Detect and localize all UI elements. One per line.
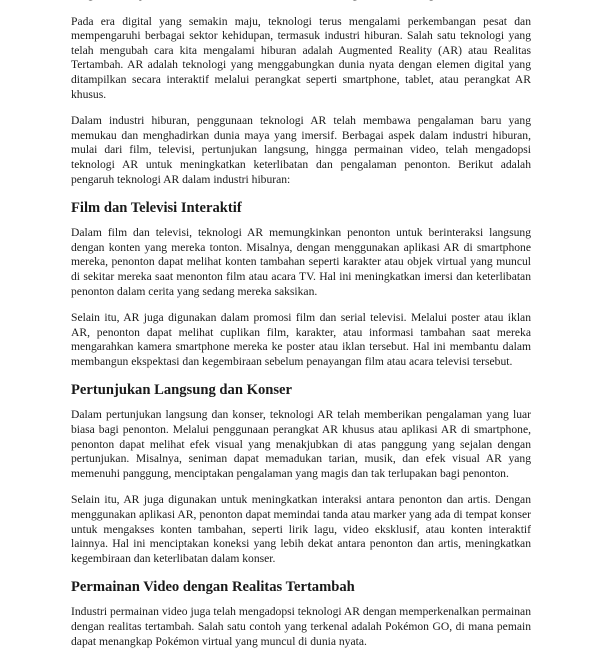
section-heading-1: Film dan Televisi Interaktif [71,200,242,217]
section-heading-3: Permainan Video dengan Realitas Tertambah [71,579,355,596]
paragraph-1: Pada era digital yang semakin maju, teknologi terus mengalami perkembangan pesat dan mempengaruhi berbagai sektor kehidupan, termasuk industri hiburan. Salah satu teknologi yang telah mengubah cara kita mengalami hiburan adalah Augmented Reality (AR) atau Realitas Tertambah. AR adalah teknologi yang menggabungkan dunia nyata dengan elemen digital yang ditampilkan secara interaktif melalui perangkat seperti smartphone, tablet, atau perangkat AR khusus. [71,14,531,101]
paragraph-6: Selain itu, AR juga digunakan untuk meningkatkan interaksi antara penonton dan artis. Dengan menggunakan aplikasi AR, penonton dapat memindai tanda atau marker yang ada di tempat konser untuk mengakses konten tambahan, seperti lirik lagu, video eksklusif, atau konten interaktif lainnya. Hal ini menciptakan koneksi yang lebih dekat antara penonton dan artis, meningkatkan kegembiraan dan keterlibatan dalam konser. [71,493,531,565]
top-partial-line [71,0,531,3]
paragraph-3: Dalam film dan televisi, teknologi AR memungkinkan penonton untuk berinteraksi langsung dengan konten yang mereka tonton. Misalnya, dengan menggunakan aplikasi AR di smartphone mereka, penonton dapat melihat konten tambahan seperti karakter atau objek virtual yang muncul di sekitar mereka saat menonton film atau acara TV. Hal ini meningkatkan imersi dan keterlibatan penonton dalam cerita yang sedang mereka saksikan. [71,226,531,298]
paragraph-7: Industri permainan video juga telah mengadopsi teknologi AR dengan memperkenalkan permainan dengan realitas tertambah. Salah satu contoh yang terkenal adalah Pokémon GO, di mana pemain dapat menangkap Pokémon virtual yang muncul di dunia nyata. [71,605,531,648]
section-heading-2: Pertunjukan Langsung dan Konser [71,382,292,399]
paragraph-4: Selain itu, AR juga digunakan dalam promosi film dan serial televisi. Melalui poster atau iklan AR, penonton dapat melihat cuplikan film, karakter, atau informasi tambahan saat mereka mengarahkan kamera smartphone mereka ke poster atau iklan tersebut. Hal ini membantu dalam membangun ekspektasi dan kegembiraan sebelum penayangan film atau acara televisi tersebut. [71,311,531,368]
document-body [71,0,531,661]
paragraph-5: Dalam pertunjukan langsung dan konser, teknologi AR telah memberikan pengalaman yang luar biasa bagi penonton. Melalui penggunaan perangkat AR khusus atau aplikasi AR di smartphone, penonton dapat melihat efek visual yang menakjubkan di atas panggung yang sejalan dengan pertunjukan. Misalnya, seniman dapat memadukan tarian, musik, dan efek visual AR yang memenuhi panggung, menciptakan pengalaman yang magis dan tak terlupakan bagi penonton. [71,408,531,480]
paragraph-2: Dalam industri hiburan, penggunaan teknologi AR telah membawa pengalaman baru yang memukau dan menghadirkan dunia maya yang imersif. Berbagai aspek dalam industri hiburan, mulai dari film, televisi, pertunjukan langsung, hingga permainan video, telah mengadopsi teknologi AR untuk meningkatkan keterlibatan dan pengalaman penonton. Berikut adalah pengaruh teknologi AR dalam industri hiburan: [71,114,531,186]
